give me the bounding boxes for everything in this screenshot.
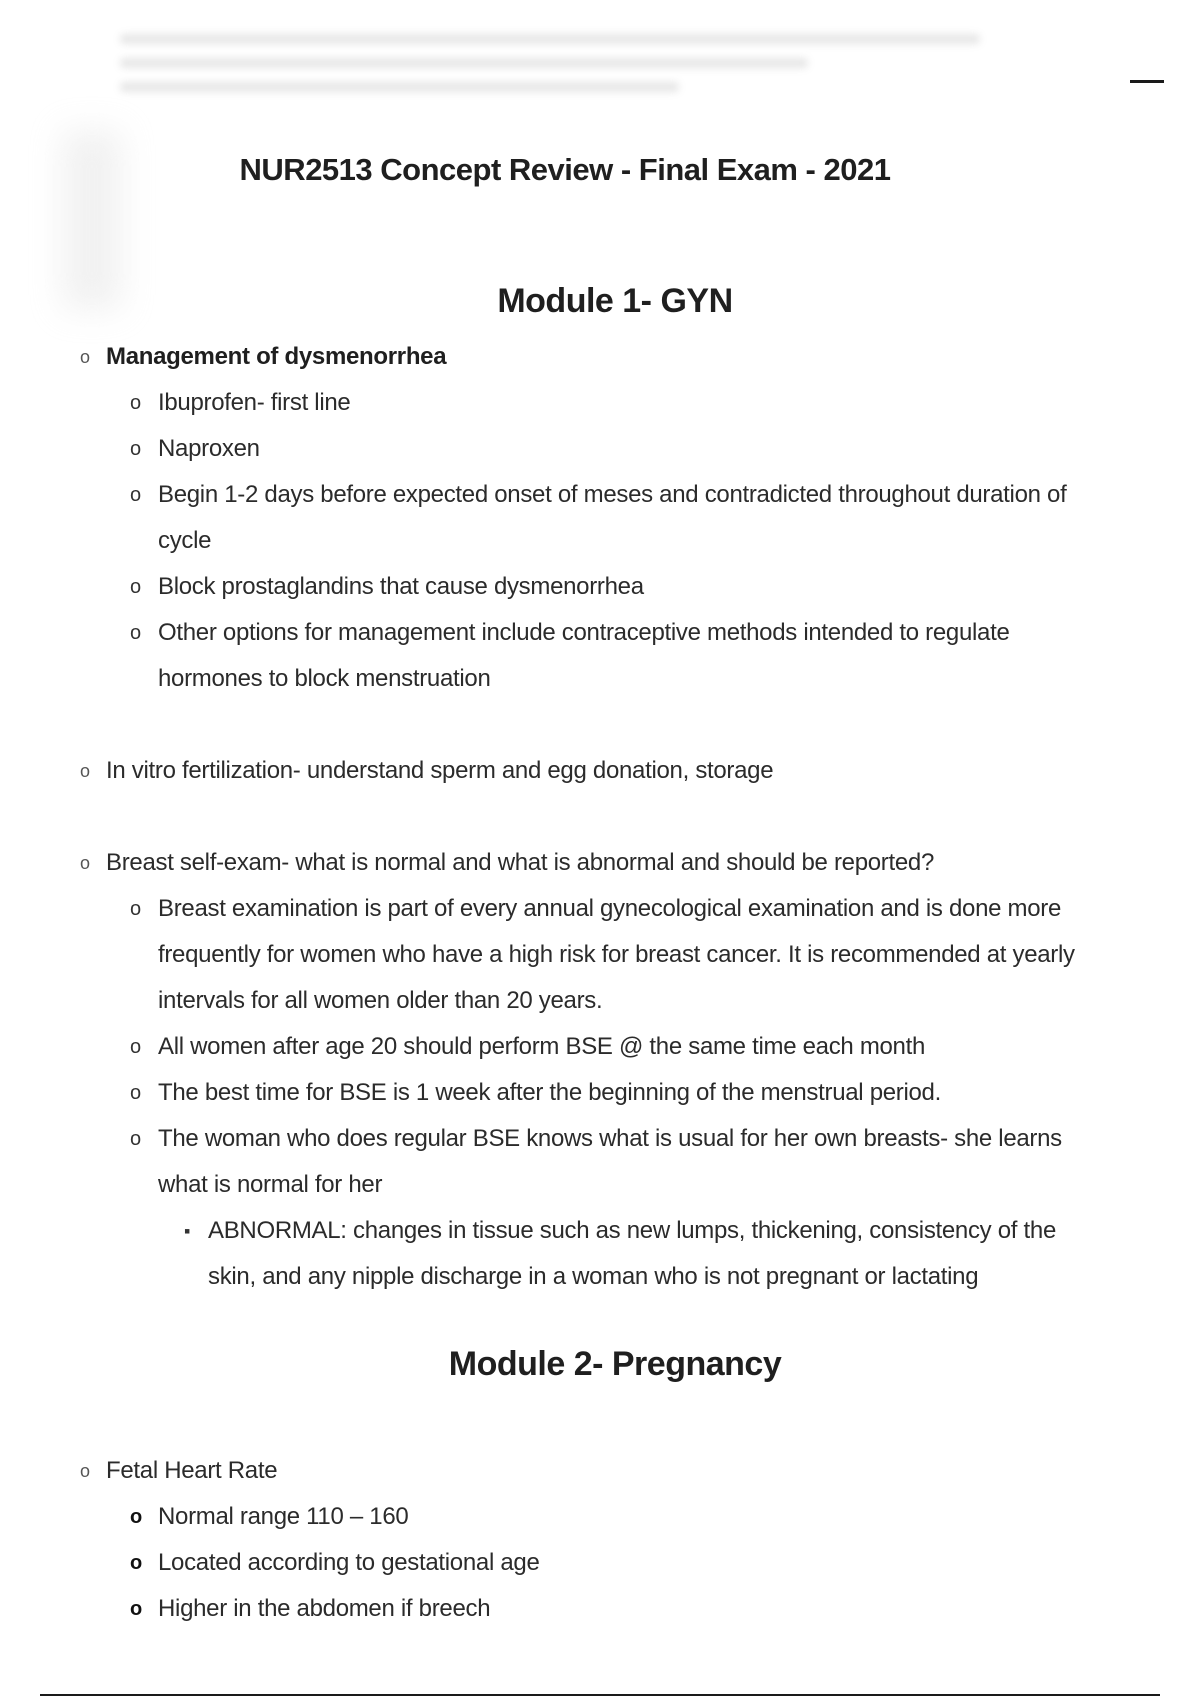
- outline-subitem-text: Higher in the abdomen if breech: [158, 1595, 491, 1622]
- page-bottom-rule: [40, 1694, 1160, 1696]
- outline-subitem-text: The woman who does regular BSE knows what is usual for her own breasts- she learns what is normal for her: [158, 1125, 1062, 1198]
- outline-subitem-text: Other options for management include contraceptive methods intended to regulate hormones to block menstruation: [158, 619, 1010, 692]
- outline-item-fetal-heart-rate: [80, 1448, 1080, 1494]
- blurred-header-text: [120, 20, 980, 120]
- bullet-marker: o: [130, 1036, 141, 1058]
- module-1-outline: [80, 334, 1080, 1300]
- outline-subitem: [80, 472, 1080, 564]
- outline-subitem: [80, 426, 1080, 472]
- document-title: NUR2513 Concept Review - Final Exam - 2021: [239, 152, 891, 187]
- bullet-marker: o: [130, 1128, 141, 1150]
- outline-subitem: [80, 1540, 1080, 1586]
- bullet-marker: o: [130, 1598, 142, 1620]
- page-corner-dash: [1130, 80, 1164, 83]
- outline-subitem-text: Normal range 110 – 160: [158, 1503, 409, 1530]
- outline-subitem: [80, 380, 1080, 426]
- outline-subitem: [80, 610, 1080, 702]
- outline-subitem: [80, 1494, 1080, 1540]
- outline-subitem-text: Block prostaglandins that cause dysmenorrhea: [158, 573, 644, 600]
- bullet-marker: o: [130, 438, 141, 460]
- outline-subitem-text: The best time for BSE is 1 week after the beginning of the menstrual period.: [158, 1079, 941, 1106]
- bullet-marker: o: [130, 622, 141, 644]
- bullet-marker: o: [80, 1461, 90, 1481]
- bullet-marker: o: [130, 392, 141, 414]
- bullet-marker: o: [130, 484, 141, 506]
- outline-item-dysmenorrhea: [80, 334, 1080, 380]
- outline-subitem-text: Ibuprofen- first line: [158, 389, 351, 416]
- outline-item-label: Breast self-exam- what is normal and what is abnormal and should be reported?: [106, 849, 935, 876]
- outline-subitem: [80, 1116, 1080, 1208]
- bullet-marker: o: [130, 1552, 142, 1574]
- outline-subitem: [80, 564, 1080, 610]
- outline-subitem-text: Located according to gestational age: [158, 1549, 540, 1576]
- square-bullet-marker: ▪: [184, 1221, 191, 1241]
- outline-subitem: [80, 1586, 1080, 1632]
- bullet-marker: o: [80, 761, 90, 781]
- module-1-heading: Module 1- GYN: [497, 282, 733, 320]
- bullet-marker: o: [80, 853, 90, 873]
- outline-subitem-text: Begin 1-2 days before expected onset of meses and contradicted throughout duration of cycle: [158, 481, 1067, 554]
- outline-subitem-text: Breast examination is part of every annual gynecological examination and is done more frequently for women who have a high risk for breast cancer. It is recommended at yearly intervals for all women older than 20 years.: [158, 895, 1075, 1014]
- bullet-marker: o: [80, 347, 90, 367]
- module-2-heading: Module 2- Pregnancy: [448, 1345, 782, 1383]
- outline-subitem: [80, 1070, 1080, 1116]
- bullet-marker: o: [130, 1082, 141, 1104]
- bullet-marker: o: [130, 1506, 142, 1528]
- outline-subitem: [80, 1024, 1080, 1070]
- outline-item-breast-self-exam: [80, 840, 1080, 886]
- outline-item-label: Management of dysmenorrhea: [106, 343, 447, 370]
- outline-item-label: Fetal Heart Rate: [106, 1457, 278, 1484]
- outline-item-ivf: [80, 748, 1080, 794]
- outline-item-label: In vitro fertilization- understand sperm and egg donation, storage: [106, 757, 774, 784]
- bullet-marker: o: [130, 576, 141, 598]
- outline-subsubitem-text: ABNORMAL: changes in tissue such as new lumps, thickening, consistency of the skin, and any nipple discharge in a woman who is not pregnant or lactating: [208, 1217, 1056, 1290]
- module-2-outline: [80, 1448, 1080, 1632]
- bullet-marker: o: [130, 898, 141, 920]
- outline-subsubitem: [80, 1208, 1080, 1300]
- outline-subitem: [80, 886, 1080, 1024]
- outline-subitem-text: Naproxen: [158, 435, 260, 462]
- outline-subitem-text: All women after age 20 should perform BSE @ the same time each month: [158, 1033, 926, 1060]
